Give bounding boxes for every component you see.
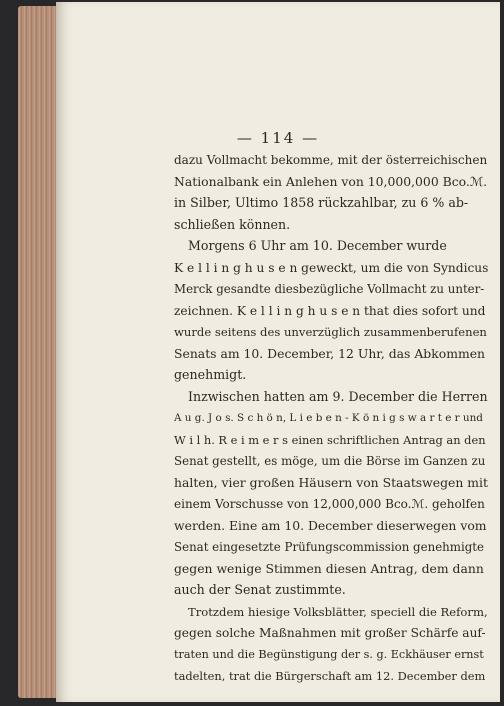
- text-line: Senat eingesetzte Prüfungscommission genehmigte: [174, 540, 485, 554]
- text-line: traten und die Begünstigung der s. g. Eckhäuser ernst: [174, 648, 484, 661]
- text-line: wurde seitens des unverzüglich zusammenberufenen: [174, 325, 487, 339]
- text-line: in Silber, Ultimo 1858 rückzahlbar, zu 6 % ab-: [174, 195, 469, 210]
- page-number: — 114 —: [236, 129, 320, 147]
- text-line: gegen solche Maßnahmen mit großer Schärfe auf-: [174, 626, 486, 640]
- text-line: zeichnen. K e l l i n g h u s e n that dies sofort und: [174, 304, 486, 318]
- text-line: werden. Eine am 10. December dieserwegen vom: [174, 518, 487, 533]
- book-page-edges: [18, 6, 58, 698]
- text-line: gegen wenige Stimmen diesen Antrag, dem dann: [174, 561, 484, 576]
- text-line: einem Vorschusse von 12,000,000 Bco.ℳ. geholfen: [174, 497, 485, 511]
- text-line: tadelten, trat die Bürgerschaft am 12. December dem: [174, 669, 486, 683]
- text-line: dazu Vollmacht bekomme, mit der österreichischen: [174, 153, 488, 167]
- text-line: K e l l i n g h u s e n geweckt, um die von Syndicus: [174, 261, 489, 275]
- text-line: auch der Senat zustimmte.: [174, 582, 346, 597]
- text-line: Morgens 6 Uhr am 10. December wurde: [188, 238, 447, 253]
- text-line: Inzwischen hatten am 9. December die Herren: [188, 389, 488, 404]
- text-line: genehmigt.: [174, 367, 247, 382]
- text-line: A u g. J o s. S c h ö n, L i e b e n - K ö n i g s w a r t e r und: [174, 412, 483, 424]
- text-line: Senat gestellt, es möge, um die Börse im Ganzen zu: [174, 454, 486, 468]
- text-line: W i l h. R e i m e r s einen schriftlichen Antrag an den: [174, 433, 486, 447]
- text-line: Merck gesandte diesbezügliche Vollmacht zu unter-: [174, 282, 485, 296]
- text-line: schließen können.: [174, 217, 291, 232]
- text-line: Nationalbank ein Anlehen von 10,000,000 Bco.ℳ.: [174, 174, 488, 189]
- text-line: halten, vier großen Häusern von Staatswegen mit: [174, 475, 488, 490]
- text-line: Trotzdem hiesige Volksblätter, speciell die Reform,: [188, 605, 488, 619]
- book-page: [56, 2, 500, 702]
- text-line: Senats am 10. December, 12 Uhr, das Abkommen: [174, 346, 486, 361]
